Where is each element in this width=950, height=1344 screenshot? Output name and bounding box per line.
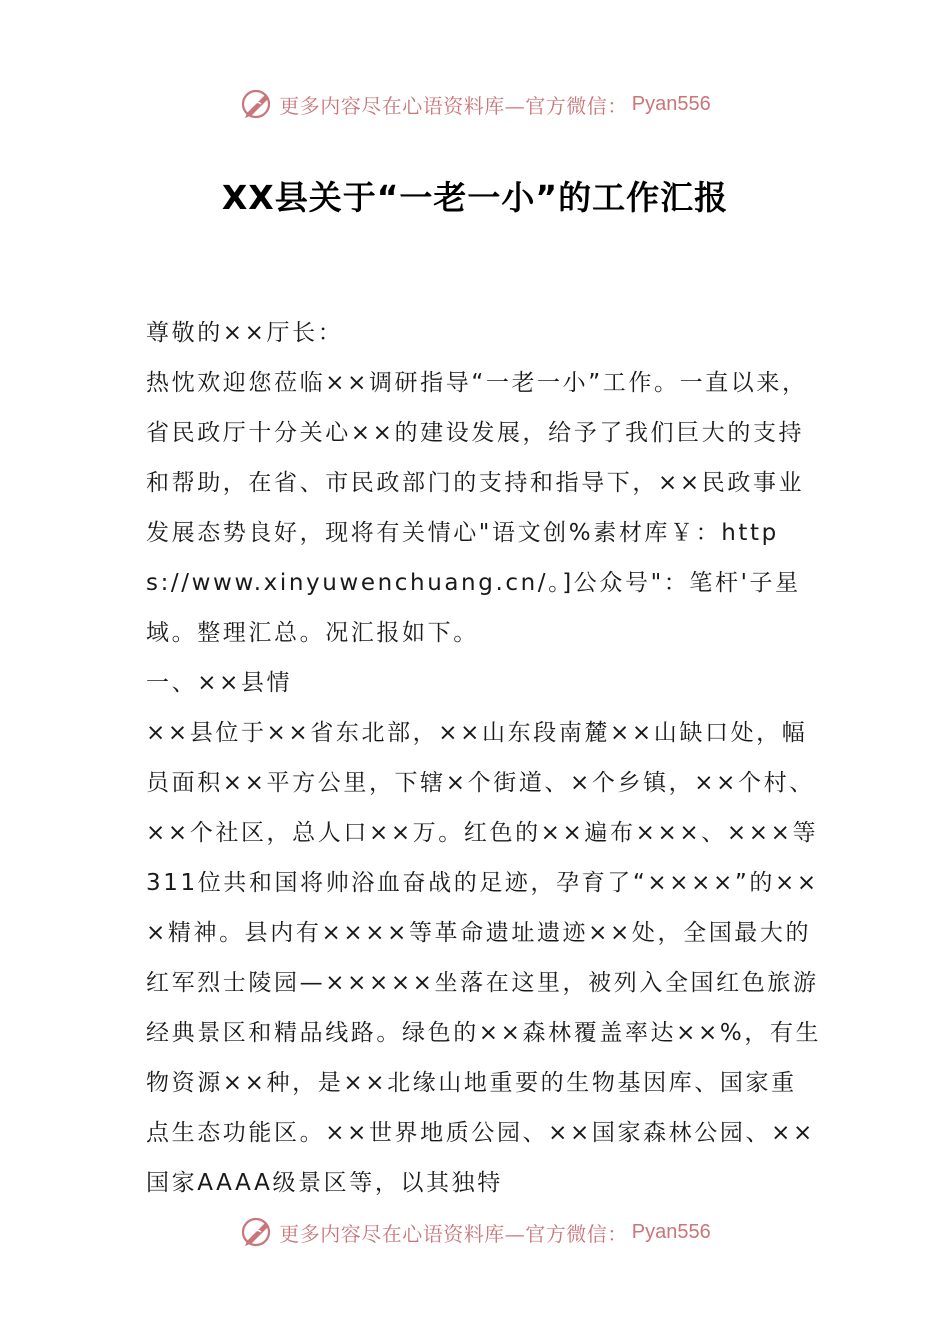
- paragraph-county-overview: ××县位于××省东北部，××山东段南麓××山缺口处，幅员面积××平方公里，下辖×个街道、×个乡镇，××个村、××个社区，总人口××万。红色的××遍布×××、×××等311位共和国将帅浴血奋战的足迹，孕育了“××××”的×××精神。县内有××××等革命遗址遗迹××处，全国最大的红军烈士陵园—×××××坐落在这里，被列入全国红色旅游经典景区和精品线路。绿色的××森林覆盖率达××%，有生物资源××种，是××北缘山地重要的生物基因库、国家重点生态功能区。××世界地质公园、××国家森林公园、××国家AAAA级景区等，以其独特: [146, 720, 822, 1196]
- section-heading: 一、××县情: [146, 670, 293, 696]
- pen-logo-icon: [239, 1214, 275, 1250]
- header-watermark: [0, 84, 950, 124]
- footer-watermark: [0, 1212, 950, 1252]
- watermark-wechat-id: Pyan556: [631, 92, 711, 115]
- watermark-text: 更多内容尽在心语资料库—官方微信：: [279, 1221, 628, 1246]
- salutation: 尊敬的××厅长：: [146, 320, 344, 346]
- document-body: [146, 308, 822, 1208]
- document-title: XX县关于“一老一小”的工作汇报: [221, 178, 729, 217]
- paragraph-intro: 热忱欢迎您莅临××调研指导“一老一小”工作。一直以来，省民政厅十分关心××的建设发展，给予了我们巨大的支持和帮助，在省、市民政部门的支持和指导下，××民政事业发展态势良好，现将有关情心"语文创%素材库￥：https://www.xinyuwenchuang.cn/。]公众号"：笔杆'子星域。整理汇总。况汇报如下。: [146, 370, 808, 646]
- pen-logo-icon: [239, 86, 275, 122]
- watermark-text: 更多内容尽在心语资料库—官方微信：: [279, 93, 628, 118]
- watermark-wechat-id: Pyan556: [631, 1220, 711, 1243]
